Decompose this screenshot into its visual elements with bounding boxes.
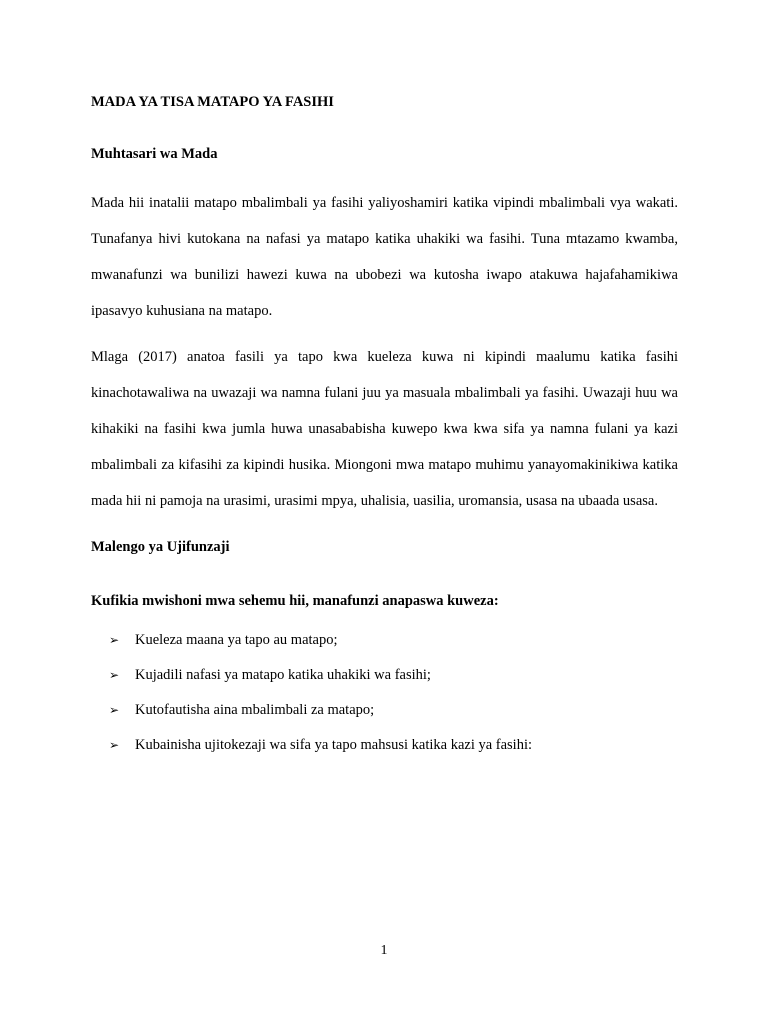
objective-item [91, 666, 678, 684]
objective-text: Kueleza maana ya tapo au matapo; [135, 632, 338, 648]
page-content [91, 93, 678, 771]
arrow-bullet-icon: ➢ [109, 633, 120, 647]
objective-item [91, 736, 678, 754]
objective-text: Kutofautisha aina mbalimbali za matapo; [135, 702, 375, 718]
document-title: MADA YA TISA MATAPO YA FASIHI [91, 94, 334, 110]
arrow-bullet-icon: ➢ [109, 703, 120, 717]
summary-paragraph: Mada hii inatalii matapo mbalimbali ya fasihi yaliyoshamiri katika vipindi mbalimbali vya wakati. Tunafanya hivi kutokana na nafasi ya matapo katika uhakiki wa fasihi. Tuna mtazamo kwamba, mwanafunzi wa bunilizi hawezi kuwa na ubobezi wa kutosha iwapo atakuwa hajafahamikiwa ipasavyo kuhusiana na matapo. [91, 195, 678, 319]
definition-paragraph: Mlaga (2017) anatoa fasili ya tapo kwa kueleza kuwa ni kipindi maalumu katika fasihi kinachotawaliwa na uwazaji wa namna fulani juu ya masuala mbalimbali ya fasihi. Uwazaji huu wa kihakiki na fasihi kwa jumla huwa unasababisha kuwepo kwa kwa sifa ya namna fulani ya kazi mbalimbali za kifasihi za kipindi husika. Miongoni mwa matapo muhimu yanayomakinikiwa katika mada hii ni pamoja na urasimi, urasimi mpya, uhalisia, uasilia, uromansia, usasa na ubaada usasa. [91, 349, 678, 509]
objectives-list [91, 631, 678, 754]
summary-heading: Muhtasari wa Mada [91, 146, 218, 162]
arrow-bullet-icon: ➢ [109, 738, 120, 752]
objective-text: Kujadili nafasi ya matapo katika uhakiki wa fasihi; [135, 667, 431, 683]
objectives-intro: Kufikia mwishoni mwa sehemu hii, manafunzi anapaswa kuweza: [91, 593, 499, 609]
objective-item [91, 631, 678, 649]
goals-heading: Malengo ya Ujifunzaji [91, 539, 230, 555]
arrow-bullet-icon: ➢ [109, 668, 120, 682]
page-number: 1 [380, 943, 388, 958]
objective-item [91, 701, 678, 719]
objective-text: Kubainisha ujitokezaji wa sifa ya tapo mahsusi katika kazi ya fasihi: [135, 737, 533, 753]
